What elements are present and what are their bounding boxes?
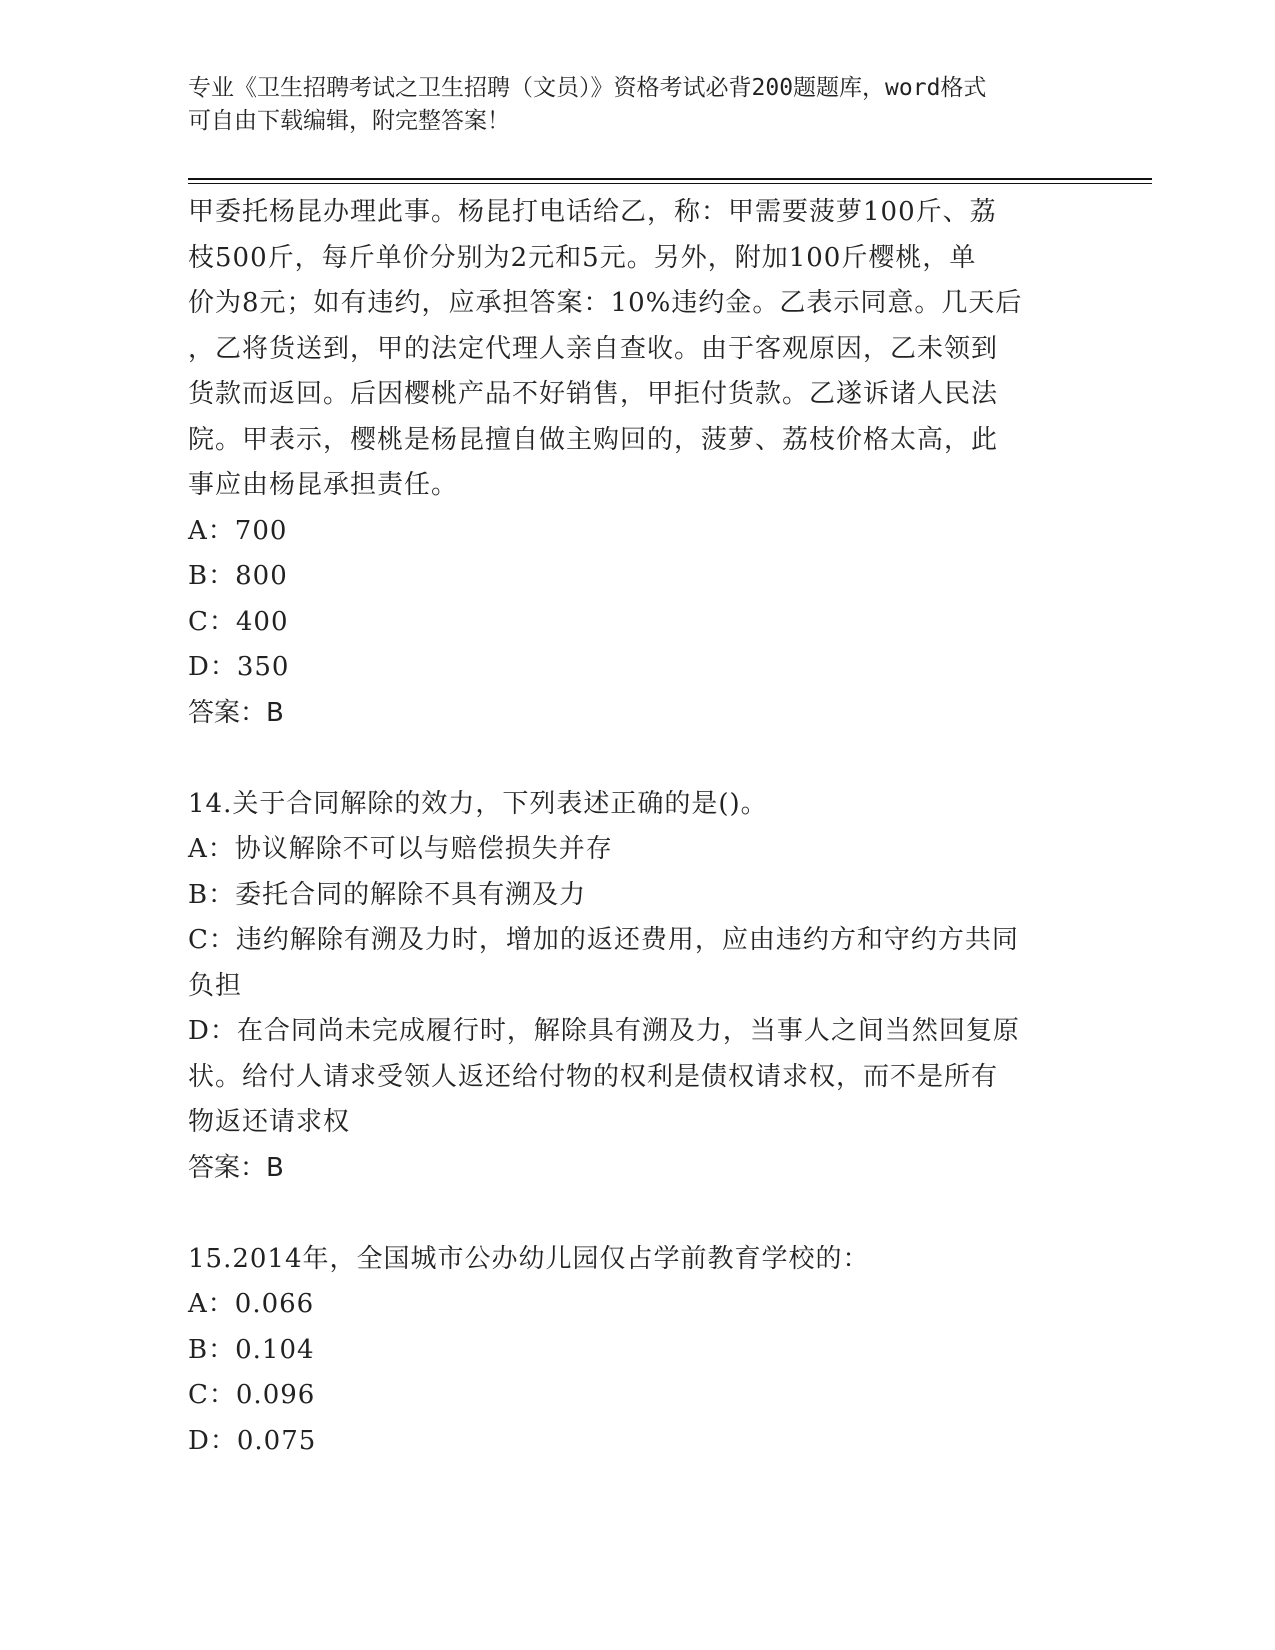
question-stem-line: 14.关于合同解除的效力，下列表述正确的是()。: [188, 788, 768, 819]
header-divider-thin: [188, 183, 1152, 184]
question-15: [188, 1237, 1068, 1465]
question-stem-line: ，乙将货送到，甲的法定代理人亲自查收。由于客观原因，乙未领到: [188, 333, 999, 364]
header-line-1: 专业《卫生招聘考试之卫生招聘（文员）》资格考试必背200题题库，word格式: [188, 75, 987, 101]
option-c: C：0.096: [188, 1380, 316, 1410]
option-d-continued: 物返还请求权: [188, 1107, 351, 1137]
option-c-continued: 负担: [188, 970, 243, 1001]
question-14: [188, 782, 1068, 1192]
answer-line: 答案：B: [188, 697, 284, 728]
answer-line: 答案：B: [188, 1152, 284, 1183]
question-stem-line: 价为8元；如有违约，应承担答案：10%违约金。乙表示同意。几天后: [188, 288, 1023, 318]
option-d: D：0.075: [188, 1425, 317, 1456]
question-stem-line: 甲委托杨昆办理此事。杨昆打电话给乙，称：甲需要菠萝100斤、荔: [188, 197, 997, 227]
question-stem-line: 院。甲表示，樱桃是杨昆擅自做主购回的，菠萝、荔枝价格太高，此: [188, 424, 999, 455]
option-a: A：700: [188, 515, 288, 546]
question-stem-line: 枝500斤，每斤单价分别为2元和5元。另外，附加100斤樱桃，单: [188, 242, 977, 273]
option-d: D：350: [188, 652, 290, 682]
spacer: [188, 1191, 1068, 1237]
option-d: D：在合同尚未完成履行时，解除具有溯及力，当事人之间当然回复原: [188, 1016, 1020, 1046]
option-c: C：违约解除有溯及力时，增加的返还费用，应由违约方和守约方共同: [188, 925, 1019, 955]
option-b: B：委托合同的解除不具有溯及力: [188, 879, 587, 910]
header-line-2: 可自由下载编辑，附完整答案！: [188, 108, 510, 134]
question-stem-line: 事应由杨昆承担责任。: [188, 470, 459, 500]
document-body: [188, 190, 1068, 1464]
header-divider-thick: [188, 178, 1152, 180]
question-stem-line: 货款而返回。后因樱桃产品不好销售，甲拒付货款。乙遂诉诸人民法: [188, 379, 999, 409]
option-b: B：800: [188, 561, 288, 591]
document-header: [188, 72, 1068, 138]
option-a: A：0.066: [188, 1289, 315, 1319]
option-d-continued: 状。给付人请求受领人返还给付物的权利是债权请求权，而不是所有: [188, 1061, 999, 1092]
option-c: C：400: [188, 606, 289, 637]
option-a: A：协议解除不可以与赔偿损失并存: [188, 834, 613, 864]
question-13: [188, 190, 1068, 736]
spacer: [188, 736, 1068, 782]
question-stem-line: 15.2014年，全国城市公办幼儿园仅占学前教育学校的：: [188, 1243, 870, 1274]
option-b: B：0.104: [188, 1334, 315, 1365]
